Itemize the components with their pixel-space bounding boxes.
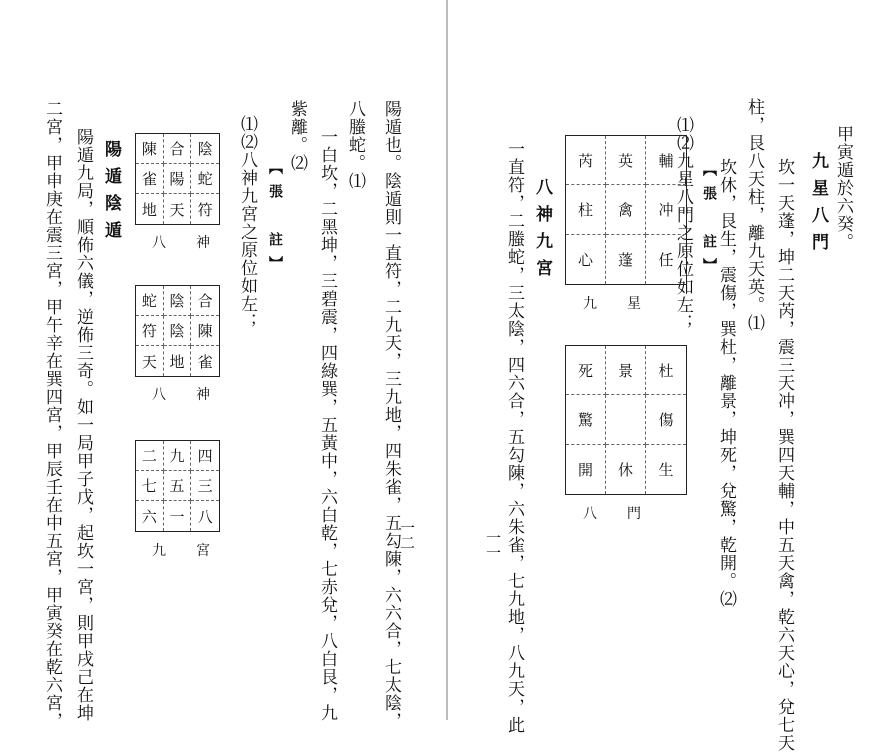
grid-cell: 雀: [197, 352, 213, 371]
grid-cell: 英: [606, 136, 646, 185]
grid-cell: 地: [136, 194, 164, 224]
eight-gates-grid: [565, 345, 687, 495]
text-column-3: 坎一天蓬，坤二天芮，震三天冲，巽四天輔，中五天禽，乾六天心，兌七天: [774, 158, 794, 752]
grid-cell: 合: [191, 286, 219, 316]
right-page: [447, 0, 895, 752]
text-column-4: 紫離。⑵: [287, 100, 307, 172]
grid-cell: 心: [566, 235, 606, 284]
grid-cell: 六: [136, 501, 164, 531]
text-column-7: ⑴⑵九星八門之原位如左；: [673, 116, 693, 332]
annotation-heading: 【張 註】: [267, 160, 283, 280]
grid-cell: 陳: [136, 134, 164, 164]
grid-cell: 蛇: [136, 286, 164, 316]
text-column-6: ⑴⑵八神九宮之原位如左；: [237, 115, 257, 331]
text-column-3: 一白坎，二黑坤，三碧震，四綠巽，五黃中，六白乾，七赤兌，八白艮，九: [317, 128, 337, 722]
text-column-9: 一直符，二螣蛇，三太陰，四六合，五勾陳，六朱雀，七九地，八九天，此: [504, 140, 524, 734]
grid-cell: 雀: [136, 164, 164, 194]
grid-cell: 符: [197, 200, 213, 219]
grid-cell: 四: [191, 441, 219, 471]
yin-dun-spirits-caption: 八神: [152, 387, 240, 403]
section-heading-nine-stars-eight-gates: 九星八門: [808, 152, 828, 260]
grid-cell: 陰: [191, 134, 219, 164]
grid-cell: 休: [606, 445, 646, 494]
page-number: 一二: [398, 520, 416, 550]
text-column-1: 甲寅遁於六癸。: [833, 125, 853, 251]
grid-cell: 二: [136, 441, 164, 471]
grid-cell: 地: [164, 346, 192, 376]
grid-cell: 杜: [646, 346, 686, 395]
text-column-2: 八螣蛇。⑴: [345, 100, 365, 190]
section-heading-yang-yin-dun: 陽遁陰遁: [101, 140, 121, 248]
grid-cell: 七: [136, 471, 164, 501]
grid-cell: 天: [164, 194, 192, 224]
grid-cell: 芮: [566, 136, 606, 185]
grid-cell: 驚: [566, 395, 606, 444]
grid-cell: 八: [197, 507, 213, 526]
grid-cell: 開: [566, 445, 606, 494]
grid-cell: 死: [566, 346, 606, 395]
grid-cell: 陳: [191, 316, 219, 346]
grid-cell: 生: [658, 460, 674, 479]
grid-cell: 一: [164, 501, 192, 531]
grid-cell: 輔: [646, 136, 686, 185]
text-column-5: 坎休，艮生，震傷，巽杜，離景，坤死，兌驚，乾開。⑵: [716, 158, 736, 608]
section-heading-eight-spirits-nine-palaces: 八神九宮: [532, 178, 552, 286]
grid-cell: 蓬: [606, 235, 646, 284]
yang-dun-spirits-grid: [135, 133, 220, 225]
grid-cell: 景: [606, 346, 646, 395]
grid-cell: [606, 395, 646, 444]
page-number: 一一: [484, 530, 502, 560]
grid-cell: 五: [164, 471, 192, 501]
nine-stars-caption: 九星: [583, 296, 671, 312]
left-page: [0, 0, 447, 730]
grid-cell: 三: [191, 471, 219, 501]
text-column-4: 柱，艮八天柱，離九天英。⑴: [744, 98, 764, 332]
grid-cell: 蛇: [191, 164, 219, 194]
grid-cell: 合: [164, 134, 192, 164]
grid-cell: 九: [164, 441, 192, 471]
grid-cell: 任: [658, 250, 674, 269]
grid-cell: 陰: [164, 316, 192, 346]
eight-gates-caption: 八門: [583, 506, 671, 522]
grid-cell: 柱: [566, 185, 606, 234]
grid-cell: 陰: [164, 286, 192, 316]
grid-cell: 天: [136, 346, 164, 376]
grid-cell: 傷: [646, 395, 686, 444]
grid-cell: 禽: [606, 185, 646, 234]
text-column-9: 二宮，甲申庚在震三宮，甲午辛在巽四宮，甲辰壬在中五宮，甲寅癸在乾六宮，: [42, 100, 62, 730]
grid-cell: 符: [136, 316, 164, 346]
nine-stars-grid: [565, 135, 687, 285]
annotation-heading: 【張 註】: [701, 162, 717, 282]
text-column-1: 陽遁也。陰遁則一直符，二九天，三九地，四朱雀，五勾陳，六六合，七太陰，: [381, 100, 401, 730]
text-column-8: 陽遁九局，順佈六儀，逆佈三奇。如一局甲子戊，起坎一宮，則甲戌己在坤: [73, 128, 93, 722]
nine-palaces-grid: [135, 440, 220, 532]
yin-dun-spirits-grid: [135, 285, 220, 377]
grid-cell: 冲: [646, 185, 686, 234]
yang-dun-spirits-caption: 八神: [152, 235, 240, 251]
grid-cell: 陽: [164, 164, 192, 194]
nine-palaces-caption: 九宮: [152, 543, 240, 559]
